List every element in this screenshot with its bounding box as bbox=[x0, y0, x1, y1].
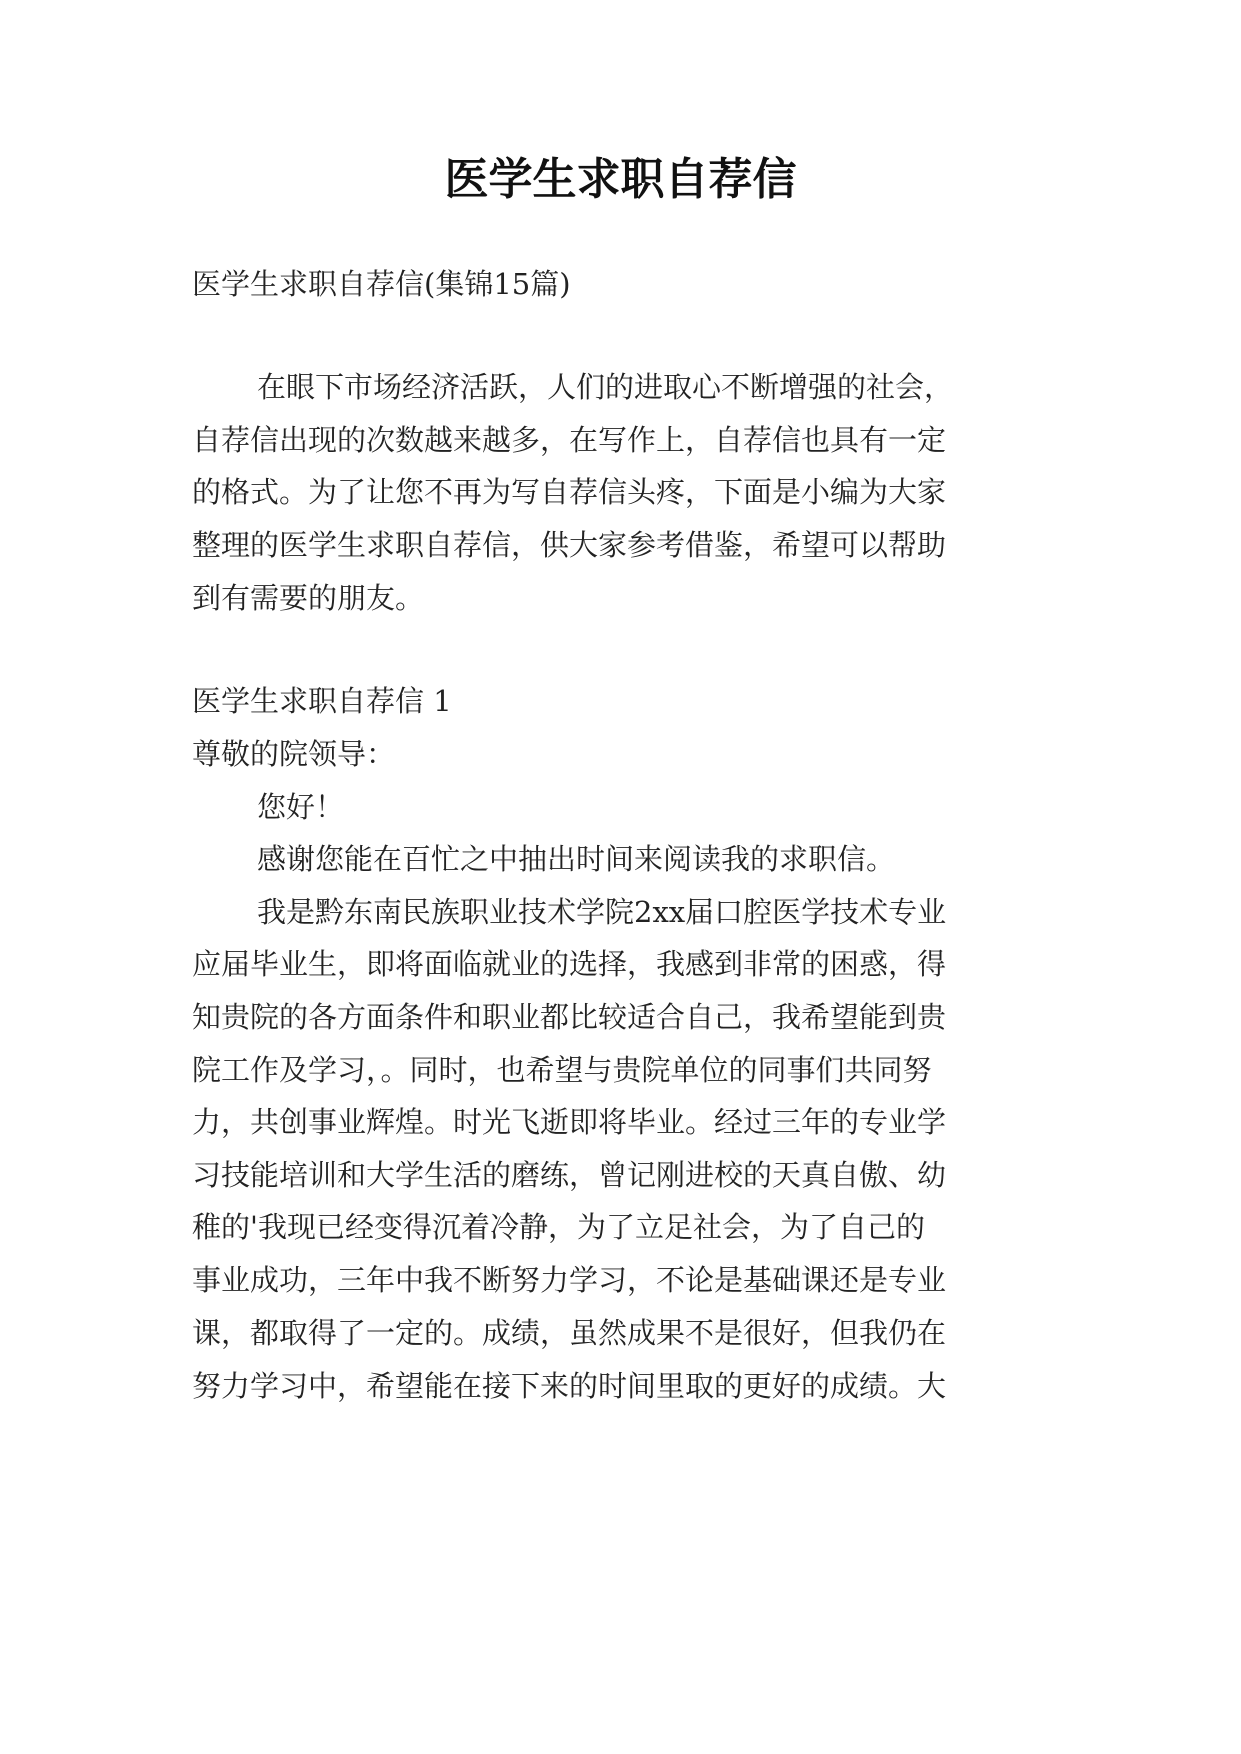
body-line: 课，都取得了一定的。成绩，虽然成果不是很好，但我仍在 bbox=[192, 1316, 947, 1350]
greeting: 您好！ bbox=[257, 790, 345, 824]
thanks-line: 感谢您能在百忙之中抽出时间来阅读我的求职信。 bbox=[257, 842, 896, 876]
intro-line: 整理的医学生求职自荐信，供大家参考借鉴，希望可以帮助 bbox=[192, 528, 947, 562]
body-line: 习技能培训和大学生活的磨练，曾记刚进校的天真自傲、幼 bbox=[192, 1158, 947, 1192]
body-line: 稚的'我现已经变得沉着冷静，为了立足社会，为了自己的 bbox=[192, 1210, 925, 1244]
body-line: 知贵院的各方面条件和职业都比较适合自己，我希望能到贵 bbox=[192, 1000, 947, 1034]
document-title: 医学生求职自荐信 bbox=[444, 154, 797, 205]
document-subtitle: 医学生求职自荐信(集锦15篇) bbox=[192, 267, 571, 301]
salutation: 尊敬的院领导： bbox=[192, 737, 396, 771]
intro-line: 自荐信出现的次数越来越多，在写作上，自荐信也具有一定 bbox=[192, 423, 947, 457]
body-line: 院工作及学习，。同时，也希望与贵院单位的同事们共同努 bbox=[192, 1053, 932, 1087]
body-line: 努力学习中，希望能在接下来的时间里取的更好的成绩。大 bbox=[192, 1369, 947, 1403]
intro-line: 的格式。为了让您不再为写自荐信头疼，下面是小编为大家 bbox=[192, 475, 947, 509]
intro-line: 到有需要的朋友。 bbox=[192, 581, 425, 615]
intro-line: 在眼下市场经济活跃，人们的进取心不断增强的社会， bbox=[257, 370, 954, 404]
body-line: 力，共创事业辉煌。时光飞逝即将毕业。经过三年的专业学 bbox=[192, 1105, 947, 1139]
body-line: 应届毕业生，即将面临就业的选择，我感到非常的困惑，得 bbox=[192, 947, 947, 981]
body-line: 事业成功，三年中我不断努力学习，不论是基础课还是专业 bbox=[192, 1263, 947, 1297]
body-line: 我是黔东南民族职业技术学院2xx届口腔医学技术专业 bbox=[257, 895, 947, 929]
section-heading: 医学生求职自荐信 1 bbox=[192, 684, 452, 718]
